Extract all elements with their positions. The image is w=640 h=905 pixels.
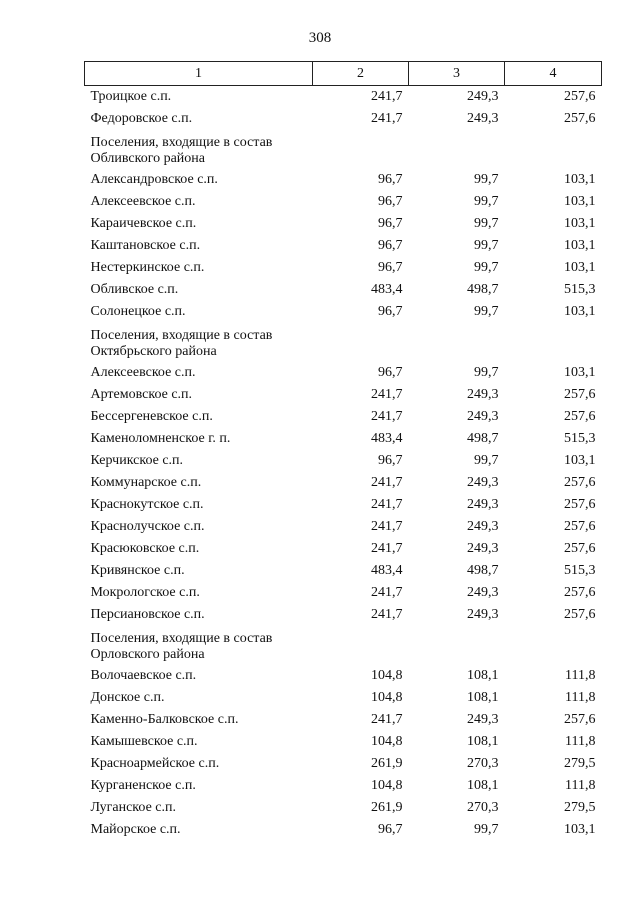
value-cell-c2: 96,7	[378, 822, 403, 837]
table-row	[85, 472, 602, 494]
table-row	[85, 753, 602, 775]
value-cell-c3: 99,7	[474, 453, 499, 468]
settlement-name: Алексеевское с.п.	[90, 365, 196, 380]
settlement-name: Краснокутское с.п.	[90, 497, 204, 512]
settlement-name: Коммунарское с.п.	[90, 475, 202, 490]
table-row	[85, 191, 602, 213]
settlement-name: Керчикское с.п.	[90, 453, 184, 468]
empty-cell	[505, 130, 602, 169]
value-cell-c3: 99,7	[474, 260, 499, 275]
settlement-name: Каштановское с.п.	[90, 238, 201, 253]
value-cell-c4: 103,1	[564, 365, 596, 380]
table-row	[85, 428, 602, 450]
settlement-name: Луганское с.п.	[90, 800, 176, 815]
value-cell-c3: 99,7	[474, 216, 499, 231]
value-cell-c3: 270,3	[467, 800, 499, 815]
empty-cell	[505, 323, 602, 362]
value-cell-c4: 257,6	[564, 475, 596, 490]
value-cell-c3: 498,7	[467, 431, 499, 446]
value-cell-c2: 104,8	[371, 690, 403, 705]
value-cell-c3: 108,1	[467, 778, 499, 793]
value-cell-c4: 257,6	[564, 111, 596, 126]
table-row	[85, 494, 602, 516]
column-header: 2	[313, 62, 409, 86]
column-header: 4	[505, 62, 602, 86]
table-row	[85, 213, 602, 235]
settlement-name: Красюковское с.п.	[90, 541, 200, 556]
page-number: 308	[308, 30, 332, 46]
value-cell-c4: 103,1	[564, 194, 596, 209]
settlement-name: Донское с.п.	[90, 690, 165, 705]
table-row	[85, 560, 602, 582]
value-cell-c3: 108,1	[467, 690, 499, 705]
value-cell-c2: 241,7	[371, 475, 403, 490]
value-cell-c4: 257,6	[564, 497, 596, 512]
settlement-name: Персиановское с.п.	[90, 607, 205, 622]
settlement-name: Кривянское с.п.	[90, 563, 185, 578]
settlement-name: Каменоломненское г. п.	[90, 431, 231, 446]
value-cell-c3: 249,3	[467, 519, 499, 534]
group-title: Поселения, входящие в состав Орловского района	[90, 631, 273, 662]
settlement-name: Майорское с.п.	[90, 822, 181, 837]
value-cell-c4: 103,1	[564, 453, 596, 468]
value-cell-c4: 279,5	[564, 756, 596, 771]
value-cell-c4: 515,3	[564, 563, 596, 578]
group-header-row	[85, 626, 602, 665]
value-cell-c2: 96,7	[378, 453, 403, 468]
empty-cell	[409, 323, 505, 362]
value-cell-c4: 257,6	[564, 607, 596, 622]
settlement-name: Алексеевское с.п.	[90, 194, 196, 209]
table-row	[85, 582, 602, 604]
settlement-name: Мокрологское с.п.	[90, 585, 200, 600]
value-cell-c3: 249,3	[467, 541, 499, 556]
table-body	[85, 86, 602, 842]
value-cell-c4: 103,1	[564, 172, 596, 187]
value-cell-c2: 104,8	[371, 734, 403, 749]
table-row	[85, 775, 602, 797]
table-row	[85, 538, 602, 560]
table-row	[85, 709, 602, 731]
value-cell-c2: 241,7	[371, 497, 403, 512]
table-row	[85, 797, 602, 819]
value-cell-c3: 498,7	[467, 282, 499, 297]
table-row	[85, 279, 602, 301]
value-cell-c3: 249,3	[467, 89, 499, 104]
value-cell-c3: 249,3	[467, 409, 499, 424]
table-row	[85, 516, 602, 538]
value-cell-c4: 515,3	[564, 431, 596, 446]
table-row	[85, 450, 602, 472]
table-row	[85, 665, 602, 687]
table-row	[85, 362, 602, 384]
empty-cell	[313, 130, 409, 169]
table-row	[85, 604, 602, 626]
table-row	[85, 301, 602, 323]
value-cell-c3: 249,3	[467, 497, 499, 512]
settlement-name: Каменно-Балковское с.п.	[90, 712, 239, 727]
table-row	[85, 235, 602, 257]
value-cell-c2: 261,9	[371, 756, 403, 771]
value-cell-c2: 96,7	[378, 194, 403, 209]
value-cell-c2: 241,7	[371, 585, 403, 600]
value-cell-c2: 483,4	[371, 282, 403, 297]
group-header-row	[85, 323, 602, 362]
settlement-name: Александровское с.п.	[90, 172, 218, 187]
value-cell-c4: 103,1	[564, 216, 596, 231]
value-cell-c2: 261,9	[371, 800, 403, 815]
empty-cell	[505, 626, 602, 665]
value-cell-c2: 241,7	[371, 387, 403, 402]
value-cell-c2: 241,7	[371, 541, 403, 556]
value-cell-c2: 483,4	[371, 563, 403, 578]
settlement-name: Обливское с.п.	[90, 282, 179, 297]
value-cell-c2: 104,8	[371, 668, 403, 683]
value-cell-c2: 241,7	[371, 409, 403, 424]
table-row	[85, 86, 602, 109]
column-header: 1	[85, 62, 313, 86]
value-cell-c3: 99,7	[474, 365, 499, 380]
column-header: 3	[409, 62, 505, 86]
group-title: Поселения, входящие в состав Обливского района	[90, 135, 273, 166]
value-cell-c3: 498,7	[467, 563, 499, 578]
table-row	[85, 108, 602, 130]
table-row	[85, 819, 602, 841]
value-cell-c4: 257,6	[564, 519, 596, 534]
settlement-name: Волочаевское с.п.	[90, 668, 197, 683]
value-cell-c3: 99,7	[474, 822, 499, 837]
value-cell-c3: 108,1	[467, 734, 499, 749]
settlements-table	[84, 61, 602, 841]
value-cell-c4: 257,6	[564, 585, 596, 600]
value-cell-c4: 279,5	[564, 800, 596, 815]
value-cell-c4: 103,1	[564, 260, 596, 275]
value-cell-c3: 249,3	[467, 387, 499, 402]
value-cell-c4: 257,6	[564, 712, 596, 727]
value-cell-c3: 99,7	[474, 238, 499, 253]
empty-cell	[409, 626, 505, 665]
value-cell-c4: 257,6	[564, 387, 596, 402]
value-cell-c4: 103,1	[564, 304, 596, 319]
settlement-name: Артемовское с.п.	[90, 387, 193, 402]
table-row	[85, 257, 602, 279]
settlement-name: Нестеркинское с.п.	[90, 260, 205, 275]
value-cell-c2: 96,7	[378, 260, 403, 275]
settlement-name: Троицкое с.п.	[90, 89, 172, 104]
value-cell-c2: 96,7	[378, 238, 403, 253]
table-row	[85, 169, 602, 191]
value-cell-c2: 96,7	[378, 172, 403, 187]
value-cell-c4: 111,8	[565, 778, 596, 793]
value-cell-c3: 99,7	[474, 304, 499, 319]
table-row	[85, 687, 602, 709]
value-cell-c2: 241,7	[371, 111, 403, 126]
value-cell-c4: 103,1	[564, 238, 596, 253]
value-cell-c2: 96,7	[378, 304, 403, 319]
value-cell-c3: 249,3	[467, 111, 499, 126]
value-cell-c2: 241,7	[371, 89, 403, 104]
group-title: Поселения, входящие в состав Октябрьского района	[90, 328, 273, 359]
value-cell-c4: 111,8	[565, 690, 596, 705]
settlement-name: Федоровское с.п.	[90, 111, 193, 126]
value-cell-c3: 99,7	[474, 172, 499, 187]
settlement-name: Караичевское с.п.	[90, 216, 197, 231]
value-cell-c2: 241,7	[371, 712, 403, 727]
value-cell-c3: 249,3	[467, 585, 499, 600]
settlement-name: Краснолучское с.п.	[90, 519, 205, 534]
settlement-name: Бессергеневское с.п.	[90, 409, 213, 424]
value-cell-c4: 257,6	[564, 409, 596, 424]
value-cell-c2: 241,7	[371, 519, 403, 534]
settlement-name: Красноармейское с.п.	[90, 756, 220, 771]
value-cell-c3: 249,3	[467, 475, 499, 490]
table-row	[85, 406, 602, 428]
table-row	[85, 384, 602, 406]
value-cell-c2: 96,7	[378, 216, 403, 231]
table-row	[85, 731, 602, 753]
settlement-name: Курганенское с.п.	[90, 778, 196, 793]
value-cell-c4: 515,3	[564, 282, 596, 297]
settlement-name: Солонецкое с.п.	[90, 304, 186, 319]
value-cell-c2: 483,4	[371, 431, 403, 446]
value-cell-c4: 103,1	[564, 822, 596, 837]
value-cell-c3: 108,1	[467, 668, 499, 683]
value-cell-c3: 249,3	[467, 607, 499, 622]
value-cell-c2: 104,8	[371, 778, 403, 793]
empty-cell	[409, 130, 505, 169]
value-cell-c3: 99,7	[474, 194, 499, 209]
value-cell-c2: 96,7	[378, 365, 403, 380]
value-cell-c4: 257,6	[564, 89, 596, 104]
group-header-row	[85, 130, 602, 169]
settlement-name: Камышевское с.п.	[90, 734, 198, 749]
empty-cell	[313, 626, 409, 665]
value-cell-c2: 241,7	[371, 607, 403, 622]
table-header-row	[85, 62, 602, 86]
value-cell-c4: 111,8	[565, 668, 596, 683]
value-cell-c3: 270,3	[467, 756, 499, 771]
empty-cell	[313, 323, 409, 362]
value-cell-c4: 257,6	[564, 541, 596, 556]
value-cell-c3: 249,3	[467, 712, 499, 727]
value-cell-c4: 111,8	[565, 734, 596, 749]
